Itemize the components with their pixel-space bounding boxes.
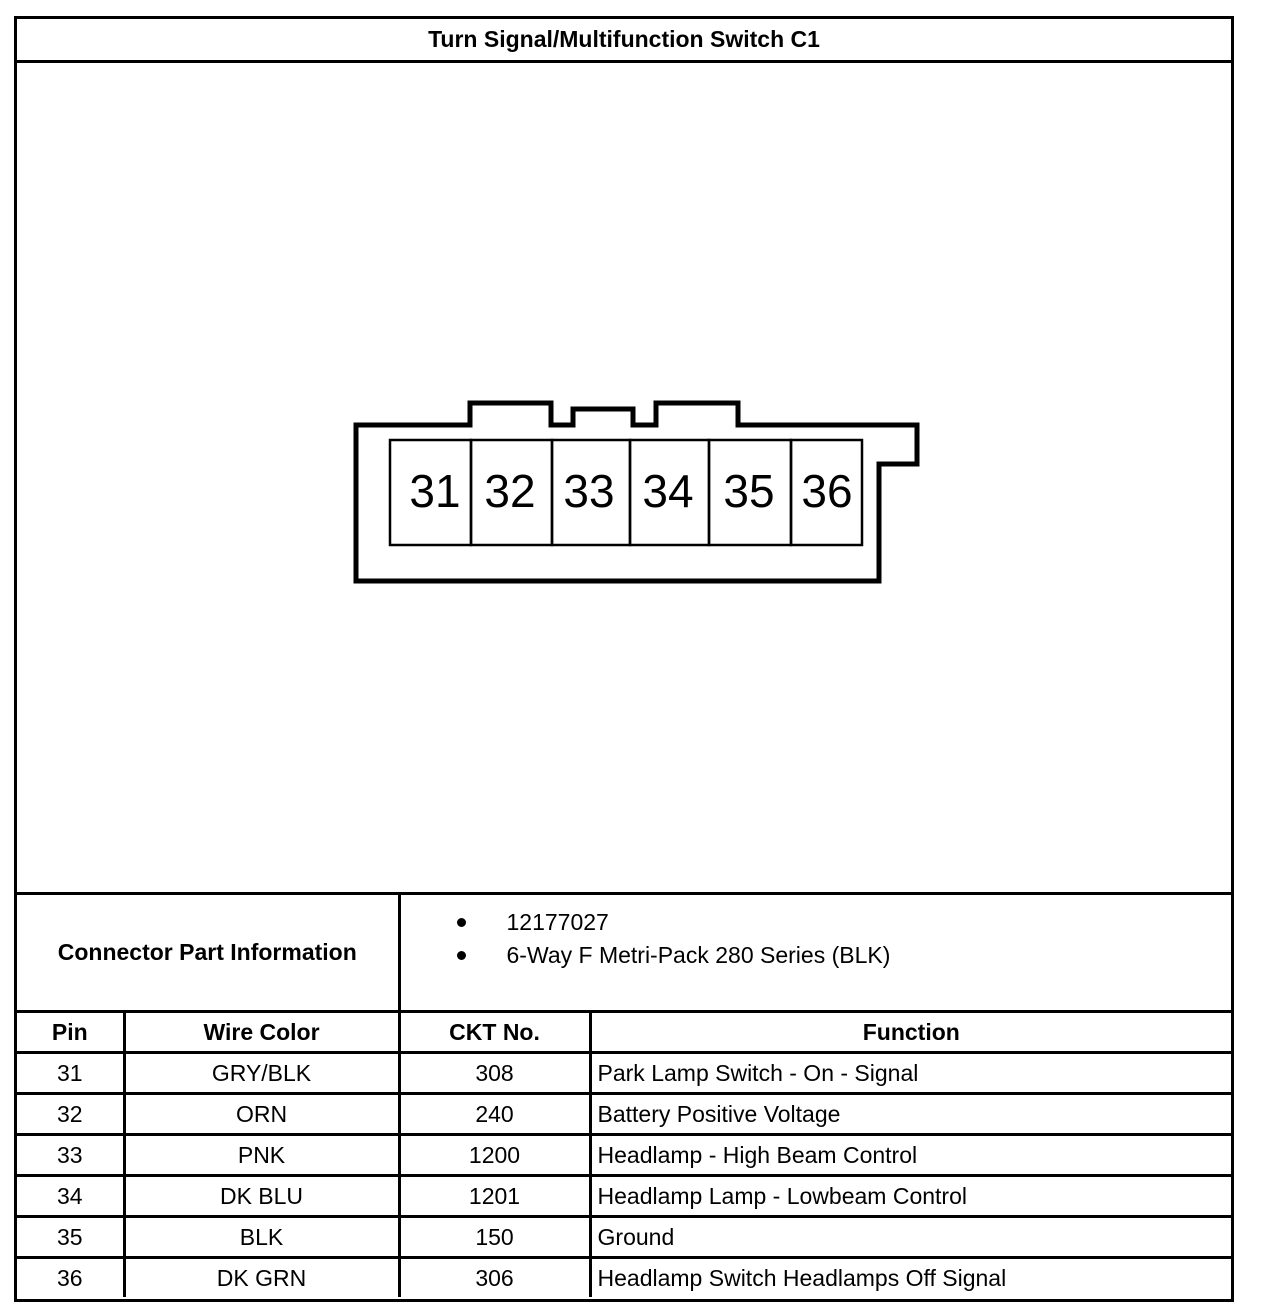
part-info-label: Connector Part Information xyxy=(17,894,399,1012)
cell-wire-color: DK BLU xyxy=(124,1176,399,1217)
connector-diagram xyxy=(17,63,1231,895)
cell-function: Headlamp Lamp - Lowbeam Control xyxy=(590,1176,1231,1217)
header-wire-color: Wire Color xyxy=(124,1012,399,1053)
pin-label-33: 33 xyxy=(563,465,615,517)
cell-function: Battery Positive Voltage xyxy=(590,1094,1231,1135)
part-info-values xyxy=(399,894,1231,1012)
cell-ckt-no: 240 xyxy=(399,1094,590,1135)
pin-label-36: 36 xyxy=(801,465,853,517)
cell-pin: 36 xyxy=(17,1258,124,1298)
table-row xyxy=(17,1135,1231,1176)
part-info-list xyxy=(401,909,1232,975)
cell-pin: 33 xyxy=(17,1135,124,1176)
pin-label-34: 34 xyxy=(642,465,694,517)
page-title: Turn Signal/Multifunction Switch C1 xyxy=(17,19,1231,63)
cell-ckt-no: 1201 xyxy=(399,1176,590,1217)
table-row xyxy=(17,1053,1231,1094)
cell-ckt-no: 306 xyxy=(399,1258,590,1298)
table-row xyxy=(17,1217,1231,1258)
cell-pin: 35 xyxy=(17,1217,124,1258)
cell-function: Headlamp Switch Headlamps Off Signal xyxy=(590,1258,1231,1298)
pin-label-31: 31 xyxy=(409,465,461,517)
bullet-icon xyxy=(457,918,466,927)
cell-wire-color: BLK xyxy=(124,1217,399,1258)
cell-pin: 31 xyxy=(17,1053,124,1094)
header-pin: Pin xyxy=(17,1012,124,1053)
cell-ckt-no: 150 xyxy=(399,1217,590,1258)
connector-info-table xyxy=(17,892,1231,1297)
table-header-row xyxy=(17,1012,1231,1053)
pin-label-35: 35 xyxy=(723,465,775,517)
connector-face-drawing xyxy=(17,63,1231,895)
cell-wire-color: DK GRN xyxy=(124,1258,399,1298)
part-number: 12177027 xyxy=(506,909,609,935)
list-item xyxy=(401,942,1232,975)
pin-cavities xyxy=(390,440,862,545)
cell-ckt-no: 1200 xyxy=(399,1135,590,1176)
header-ckt-no: CKT No. xyxy=(399,1012,590,1053)
cell-wire-color: ORN xyxy=(124,1094,399,1135)
cell-wire-color: PNK xyxy=(124,1135,399,1176)
cell-function: Ground xyxy=(590,1217,1231,1258)
pin-label-32: 32 xyxy=(484,465,536,517)
cell-ckt-no: 308 xyxy=(399,1053,590,1094)
table-row xyxy=(17,1094,1231,1135)
part-description: 6-Way F Metri-Pack 280 Series (BLK) xyxy=(506,942,891,968)
table-row xyxy=(17,1258,1231,1298)
connector-sheet xyxy=(14,16,1234,1302)
cell-pin: 32 xyxy=(17,1094,124,1135)
cell-pin: 34 xyxy=(17,1176,124,1217)
part-info-row xyxy=(17,894,1231,1012)
bullet-icon xyxy=(457,951,466,960)
list-item xyxy=(401,909,1232,942)
cell-function: Headlamp - High Beam Control xyxy=(590,1135,1231,1176)
cell-function: Park Lamp Switch - On - Signal xyxy=(590,1053,1231,1094)
header-function: Function xyxy=(590,1012,1231,1053)
table-row xyxy=(17,1176,1231,1217)
cell-wire-color: GRY/BLK xyxy=(124,1053,399,1094)
